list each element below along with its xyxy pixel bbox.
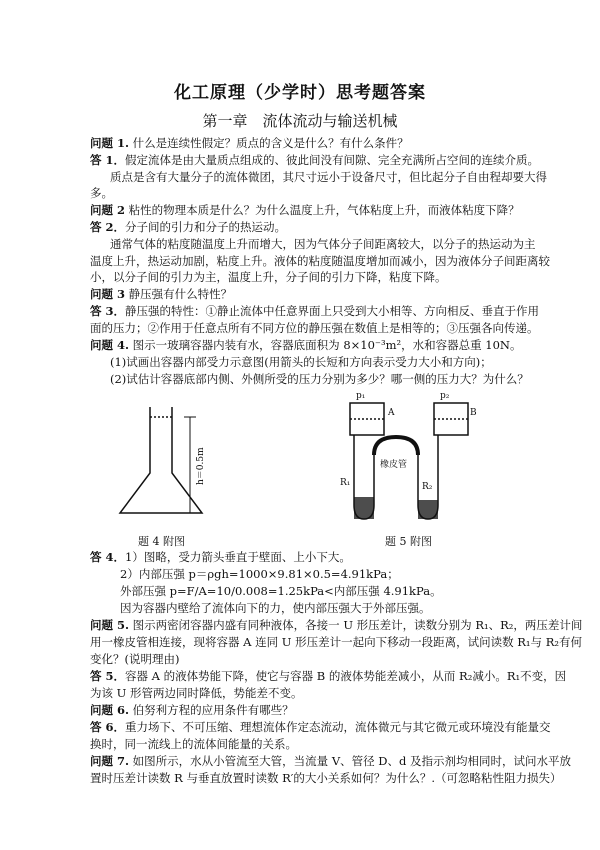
label-rubber-tube: 橡皮管 [380,460,408,470]
figure-4-caption: 题 4 附图 [138,535,185,548]
label-r2: R₂ [422,482,433,492]
question-text: 静压强有什么特性？ [128,287,233,301]
manometer-liquid-1 [354,497,374,519]
answer-label: 答 6． [90,720,126,734]
question-6 [90,703,510,718]
answer-label: 答 1． [90,153,126,167]
answer-4 [90,550,510,565]
answer-text: 容器 A 的液体势能下降，使它与容器 B 的液体势能差减小，从而 R₂减小。R₁不变，因 [125,669,567,683]
answer-text: 重力场下、不可压缩、理想流体作定态流动，流体微元与其它微元或环境没有能量交 [125,720,551,734]
question-4-line-3: (2)试估计容器底部内侧、外侧所受的压力分别为多少？哪一侧的压力大？为什么？ [110,372,529,386]
figure-4-flask [110,395,240,525]
answer-text: 假定流体是由大量质点组成的、彼此间没有间隙、完全充满所占空间的连续介质。 [125,153,540,167]
question-text: 粘性的物理本质是什么？为什么温度上升，气体粘度上升，而液体粘度下降？ [128,203,520,217]
answer-label: 答 4． [90,550,126,564]
page-title: 化工原理（少学时）思考题答案 [174,83,426,103]
answer-2-line-2: 通常气体的粘度随温度上升而增大，因为气体分子间距离较大，以分子的热运动为主 [110,237,536,251]
answer-text: 静压强的特性：①静止流体中任意界面上只受到大小相等、方向相反、垂直于作用 [125,304,540,318]
answer-4-line-4: 因为容器内壁给了流体向下的力，使内部压强大于外部压强。 [120,601,431,615]
label-b: B [470,408,477,418]
answer-text: 分子间的引力和分子的热运动。 [125,220,287,234]
answer-1-line-3: 多。 [90,186,113,200]
question-label: 问题 7. [90,754,130,768]
question-5 [90,618,583,633]
question-7 [90,754,572,769]
question-text: 什么是连续性假定？质点的含义是什么？有什么条件？ [132,136,409,150]
label-p2: p₂ [440,391,450,401]
question-3 [90,287,510,302]
answer-3-line-2: 面的压力；②作用于任意点所有不同方位的静压强在数值上是相等的；③压强各向传递。 [90,321,539,335]
answer-2-line-4: 小，以分子间的引力为主，温度上升，分子间的引力下降，粘度下降。 [90,270,447,284]
question-label: 问题 4. [90,338,130,352]
answer-5-line-2: 为该 U 形管两边同时降低，势能差不变。 [90,686,303,700]
chapter-heading: 第一章 流体流动与输送机械 [202,112,398,130]
question-4-line-2: (1)试画出容器内部受力示意图(用箭头的长短和方向表示受力大小和方向)； [110,355,492,369]
figure-5-caption: 题 5 附图 [385,535,432,548]
question-5-line-3: 变化？(说明理由) [90,652,180,666]
question-label: 问题 3 [90,287,126,301]
rubber-hose [374,437,418,455]
answer-5 [90,669,567,684]
answer-6 [90,720,551,735]
label-p1: p₁ [356,391,366,401]
answer-1 [90,153,540,168]
question-4 [90,338,522,353]
answer-2 [90,220,510,235]
answer-label: 答 2． [90,220,126,234]
answer-label: 答 3． [90,304,126,318]
figure-5-containers [322,385,482,530]
question-text: 图示两密闭容器内盛有同种液体，各接一 U 形压差计，读数分别为 R₁、R₂，两压差计间 [132,618,583,632]
height-label: h＝0.5m [196,447,206,485]
answer-4-line-3: 外部压强 p=F/A=10/0.008=1.25kPa<内部压强 4.91kPa。 [120,584,442,598]
answer-1-line-2: 质点是含有大量分子的流体微团，其尺寸远小于设备尺寸，但比起分子自由程却要大得 [110,170,547,184]
label-r1: R₁ [340,478,351,488]
question-text: 图示一玻璃容器内装有水，容器底面积为 8×10⁻³m²，水和容器总重 10N。 [132,338,522,352]
answer-label: 答 5． [90,669,126,683]
label-a: A [388,408,395,418]
question-label: 问题 6. [90,703,130,717]
question-label: 问题 2 [90,203,126,217]
question-7-line-2: 置时压差计读数 R 与垂直放置时读数 R′的大小关系如何？为什么？.（可忽略粘性阻力损失） [90,771,562,785]
answer-4-line-2: 2）内部压强 p＝ρgh=1000×9.81×0.5=4.91kPa； [120,567,399,581]
question-label: 问题 5. [90,618,130,632]
answer-2-line-3: 温度上升，热运动加剧，粘度上升。液体的粘度随温度增加而减小，因为液体分子间距离较 [90,254,550,268]
question-2 [90,203,520,218]
question-1 [90,136,510,151]
answer-6-line-2: 换时，同一流线上的流体间能量的关系。 [90,737,297,751]
question-label: 问题 1. [90,136,130,150]
question-text: 伯努利方程的应用条件有哪些？ [132,703,294,717]
question-5-line-2: 用一橡皮管相连接，现将容器 A 连同 U 形压差计一起向下移动一段距离，试问读数 R₁与 R₂有何 [90,635,582,649]
answer-3 [90,304,540,319]
question-text: 如图所示，水从小管流至大管，当流量 V、管径 D、d 及指示剂均相同时，试问水平放 [132,754,572,768]
answer-text: 1）图略，受力箭头垂直于壁面、上小下大。 [125,550,351,564]
manometer-liquid-2 [418,500,438,519]
